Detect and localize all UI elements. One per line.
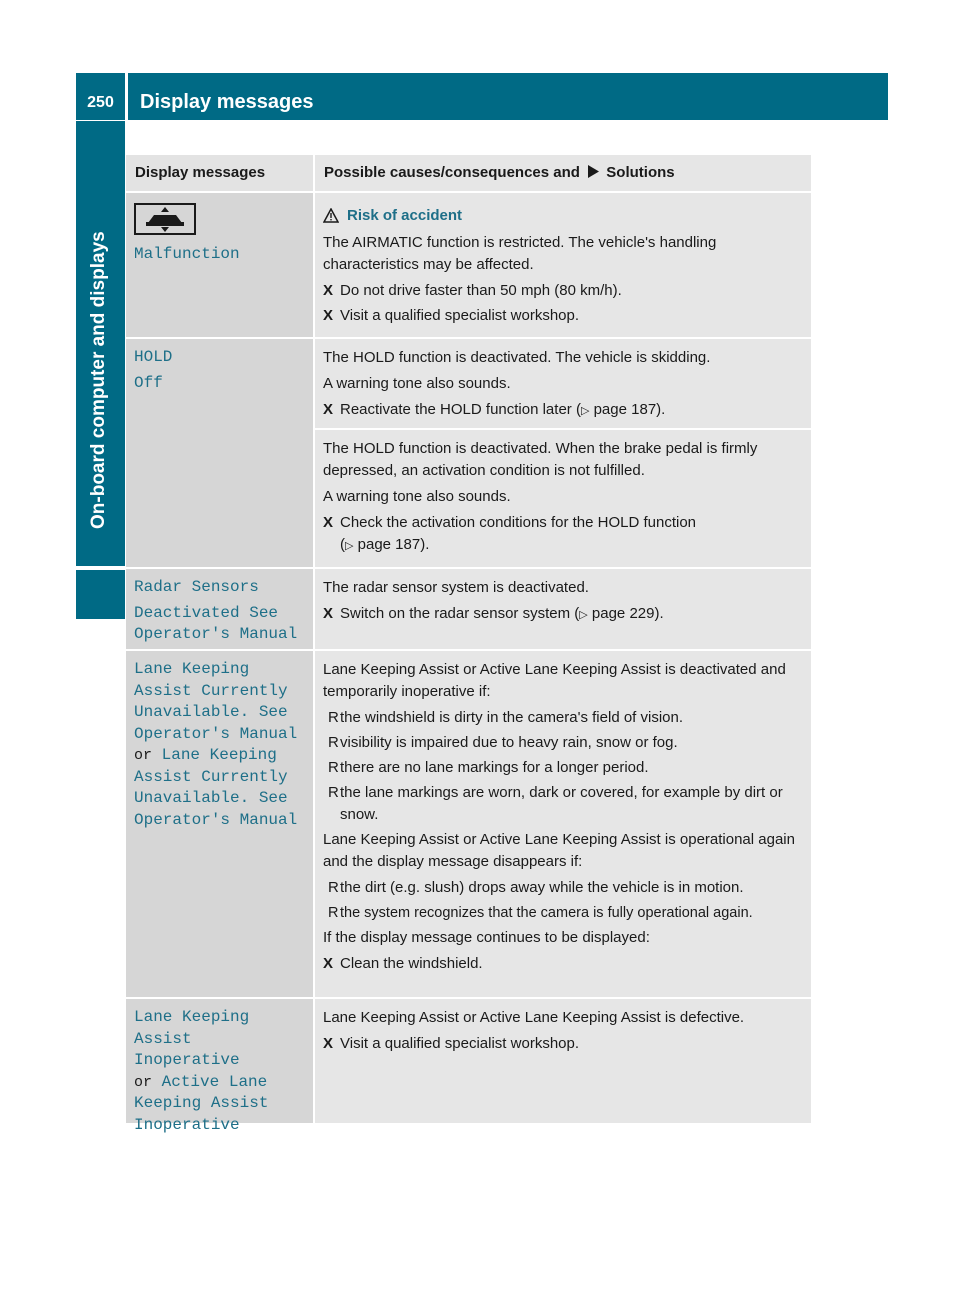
solution-step (323, 603, 803, 626)
solution-cell (315, 651, 811, 997)
bullet-marker: R (328, 709, 339, 726)
page-number: 250 (76, 73, 125, 120)
display-message-text: Lane Keeping Assist Currently Unavailable. See Operator's Manual (134, 660, 298, 743)
display-messages-table (126, 155, 811, 1134)
display-message-text: Lane Keeping Assist Inoperative (134, 1008, 250, 1069)
arrow-right-icon (587, 165, 599, 178)
table-header-row (126, 155, 811, 191)
display-message-text: Off (134, 373, 163, 392)
page-ref-icon: ▷ (580, 405, 590, 417)
step-marker-icon: X (323, 1035, 334, 1052)
bullet-marker: R (328, 784, 339, 801)
display-message-cell (126, 339, 313, 567)
column-header-causes-solutions (315, 155, 811, 191)
page-ref-prefix: ( (340, 536, 345, 553)
step-marker-icon: X (323, 955, 334, 972)
display-message-alt (134, 1072, 305, 1137)
or-text: or (134, 747, 153, 764)
step-text: Visit a qualified specialist workshop. (340, 307, 580, 324)
page-ref[interactable]: page 187). (357, 536, 430, 553)
car-suspension-icon (134, 203, 196, 235)
table-row (126, 337, 811, 567)
description-text: Lane Keeping Assist or Active Lane Keeping Assist is deactivated and temporarily inoperative if: (323, 661, 786, 700)
bullet-text: there are no lane markings for a longer period. (340, 759, 649, 776)
step-text: Check the activation conditions for the HOLD function (340, 514, 697, 531)
step-marker-icon: X (323, 401, 334, 418)
warning-heading (323, 207, 803, 224)
display-message-cell (126, 193, 313, 337)
table-row (126, 997, 811, 1134)
bullet-item (323, 707, 803, 729)
table-row (126, 649, 811, 997)
solution-step (323, 399, 803, 422)
page-ref[interactable]: page 187). (593, 401, 666, 418)
solution-cell (315, 339, 811, 567)
display-message-alt (134, 745, 305, 831)
bullet-marker: R (328, 759, 339, 776)
side-tab-marker (76, 570, 125, 619)
step-marker-icon: X (323, 307, 334, 324)
solution-step (323, 953, 803, 975)
bullet-item (323, 902, 803, 924)
description-text: Lane Keeping Assist or Active Lane Keeping Assist is defective. (323, 1009, 745, 1026)
description-text: The AIRMATIC function is restricted. The vehicle's handling characteristics may be affected. (323, 234, 717, 273)
solution-cell (315, 193, 811, 337)
bullet-text: the system recognizes that the camera is fully operational again. (340, 905, 753, 921)
divider (315, 428, 811, 430)
display-message-text: Deactivated See Operator's Manual (134, 603, 298, 643)
page-ref[interactable]: page 229). (591, 605, 664, 622)
solution-cell (315, 569, 811, 649)
solution-step (323, 512, 803, 557)
step-text: Do not drive faster than 50 mph (80 km/h). (340, 282, 622, 299)
bullet-item (323, 732, 803, 754)
bullet-item (323, 877, 803, 899)
step-text: Visit a qualified specialist workshop. (340, 1035, 580, 1052)
bullet-text: the dirt (e.g. slush) drops away while the vehicle is in motion. (340, 879, 744, 896)
description-text: The radar sensor system is deactivated. (323, 579, 589, 596)
column-header-display-messages: Display messages (126, 155, 313, 191)
description-text: The HOLD function is deactivated. When the brake pedal is firmly depressed, an activation condition is not fulfilled. (323, 440, 758, 479)
display-message-text: Malfunction (134, 245, 240, 263)
display-message-text: Radar Sensors (134, 578, 259, 596)
solution-cell (315, 999, 811, 1123)
solution-step (323, 1033, 803, 1055)
page-title: Display messages (128, 73, 888, 120)
step-text: Clean the windshield. (340, 955, 483, 972)
solution-step (323, 280, 803, 302)
column-header-solutions-text: Solutions (606, 164, 675, 181)
bullet-marker: R (328, 734, 339, 751)
display-message-text: HOLD (134, 348, 173, 366)
bullet-text: the lane markings are worn, dark or covered, for example by dirt or snow. (340, 784, 783, 823)
bullet-marker: R (328, 905, 339, 921)
bullet-marker: R (328, 879, 339, 896)
description-text: A warning tone also sounds. (323, 375, 511, 392)
bullet-item (323, 782, 803, 826)
side-tab-label: On-board computer and displays (88, 231, 109, 529)
column-header-causes-text: Possible causes/consequences and (324, 164, 580, 181)
display-message-cell (126, 569, 313, 649)
step-text: Reactivate the HOLD function later ( (340, 401, 581, 418)
page-ref-icon: ▷ (345, 540, 354, 552)
description-text: If the display message continues to be displayed: (323, 929, 650, 946)
description-text: The HOLD function is deactivated. The vehicle is skidding. (323, 349, 711, 366)
warning-triangle-icon (323, 208, 339, 223)
page-ref-icon: ▷ (579, 609, 588, 621)
description-text: A warning tone also sounds. (323, 488, 511, 505)
table-row (126, 567, 811, 649)
step-marker-icon: X (323, 514, 334, 531)
bullet-item (323, 757, 803, 779)
warning-title: Risk of accident (347, 207, 463, 224)
display-message-cell (126, 651, 313, 997)
step-marker-icon: X (323, 282, 334, 299)
table-row (126, 191, 811, 337)
display-message-text: Lane Keeping Assist Currently Unavailable. See Operator's Manual (134, 746, 298, 829)
bullet-text: the windshield is dirty in the camera's field of vision. (340, 709, 684, 726)
solution-step (323, 305, 803, 327)
display-message-cell (126, 999, 313, 1134)
step-text: Switch on the radar sensor system ( (340, 605, 580, 622)
description-text: Lane Keeping Assist or Active Lane Keeping Assist is operational again and the display message disappears if: (323, 831, 795, 870)
step-marker-icon: X (323, 605, 334, 622)
or-text: or (134, 1073, 153, 1091)
bullet-text: visibility is impaired due to heavy rain, snow or fog. (340, 734, 678, 751)
display-message-text: Active Lane Keeping Assist Inoperative (134, 1072, 269, 1134)
